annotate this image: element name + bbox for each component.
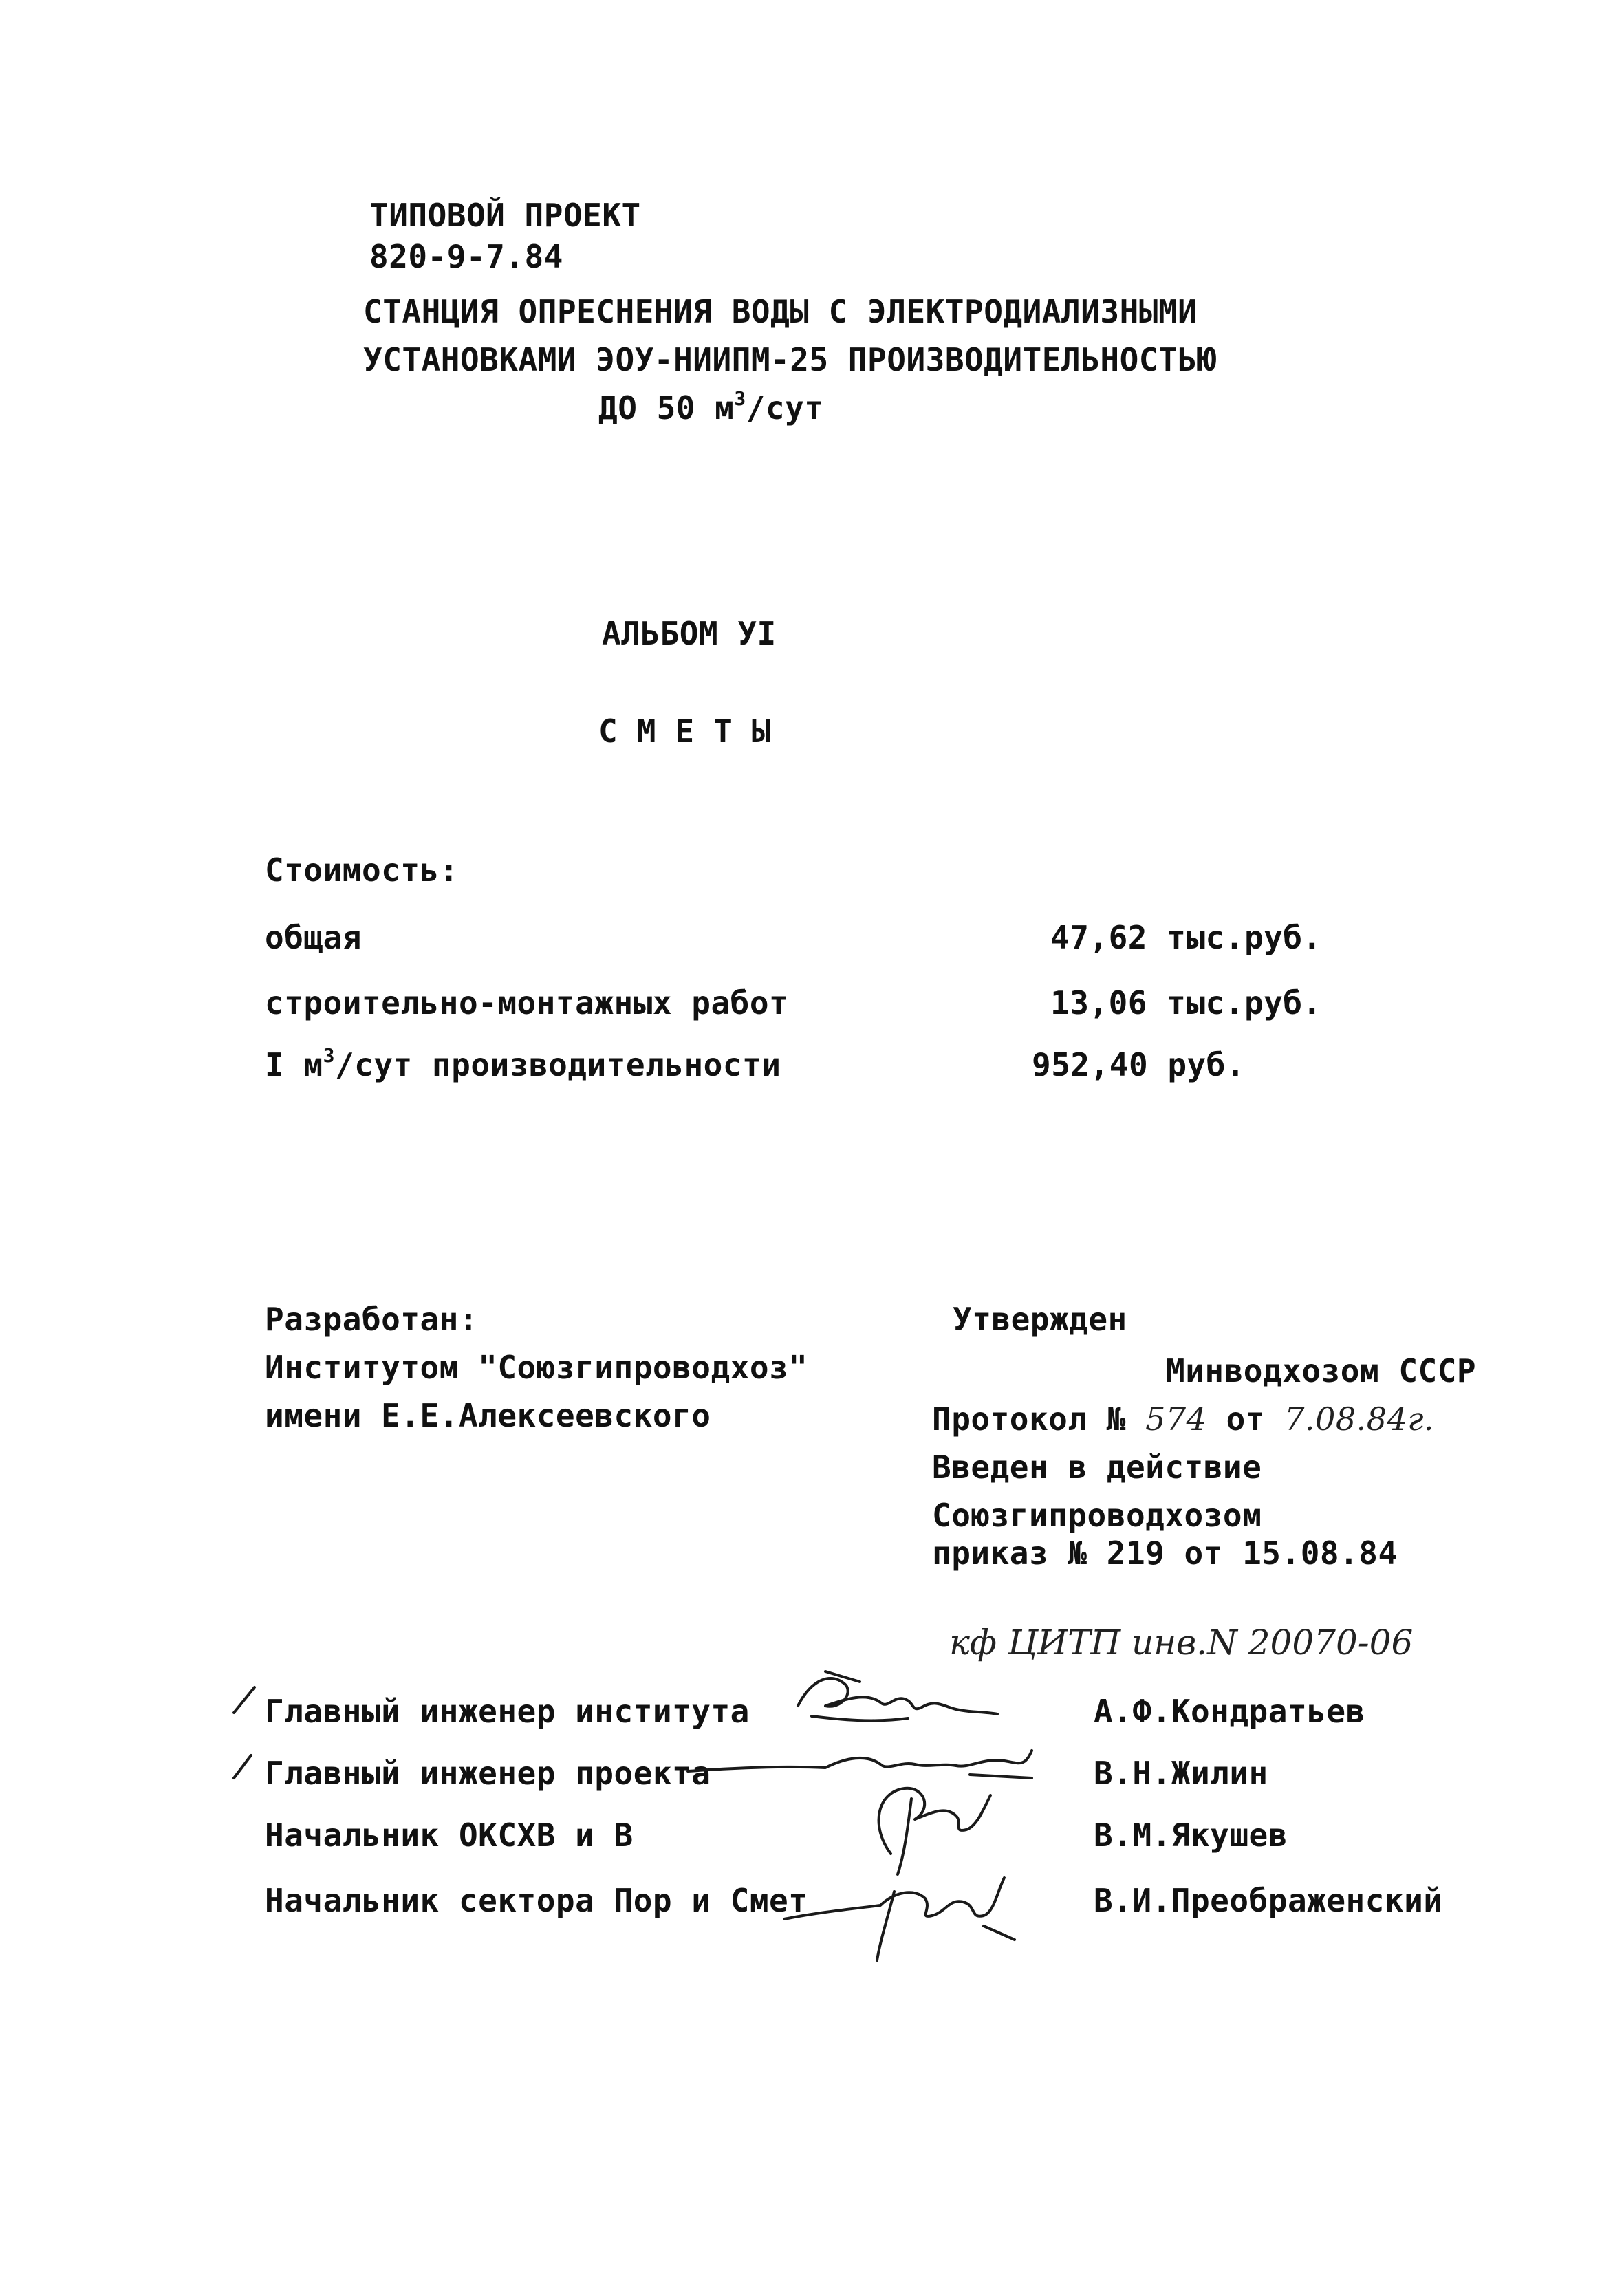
cost-row-label [265,918,362,957]
cost-label-prefix: I м [265,1046,323,1083]
cost-label-suffix: /сут производительности [334,1046,781,1083]
approved-ministry: Минводхозом СССР [1166,1352,1477,1389]
cost-row-value: 47,62 тыс.руб. [1050,919,1322,956]
signatory-position: Начальник ОКСХВ и В [265,1817,634,1854]
approved-enacted: Введен в действие [932,1449,1262,1486]
capacity-prefix: ДО 50 м [598,389,735,426]
developed-named-after: имени Е.Е.Алексеевского [265,1397,711,1434]
approved-heading: Утвержден [953,1301,1127,1338]
check-mark-icon [230,1747,258,1788]
check-mark-icon [230,1682,258,1723]
protocol-date-handwritten: 7.08.84г. [1284,1400,1435,1438]
project-title-line-2: УСТАНОВКАМИ ЭОУ-НИИПМ-25 ПРОИЗВОДИТЕЛЬНОСТЬЮ [363,341,1217,378]
project-title-line-1: СТАНЦИЯ ОПРЕСНЕНИЯ ВОДЫ С ЭЛЕКТРОДИАЛИЗНЫМИ [363,293,1198,330]
approved-by-org: Союзгипроводхозом [932,1497,1262,1534]
signatory-name: В.Н.Жилин [1094,1755,1268,1792]
cost-label-prefix: строительно-монтажных работ [265,984,789,1021]
cost-label-sup: 3 [323,1043,335,1067]
inventory-note-handwritten: кф ЦИТП инв.N 20070-06 [949,1623,1414,1663]
album-title: АЛЬБОМ УI [602,615,777,652]
project-title-line-3 [598,389,824,427]
cost-row-value: 952,40 руб. [1032,1046,1246,1083]
approved-protocol [932,1400,1434,1438]
album-subtitle: СМЕТЫ [598,713,790,750]
project-code: 820-9-7.84 [369,238,563,275]
developed-heading: Разработан: [265,1301,479,1338]
cost-row-label [265,984,788,1022]
project-type: ТИПОВОЙ ПРОЕКТ [369,197,641,234]
signature-kondratiev-icon [784,1658,1011,1740]
cost-row-value: 13,06 тыс.руб. [1050,984,1322,1021]
developed-institute: Институтом "Союзгипроводхоз" [265,1349,808,1386]
signatory-name: А.Ф.Кондратьев [1094,1693,1365,1730]
signatory-position: Главный инженер проекта [265,1755,711,1792]
protocol-mid: от [1206,1400,1285,1438]
protocol-number-handwritten: 574 [1145,1400,1207,1438]
cost-label-prefix: общая [265,919,362,956]
signature-preobrazhensky-icon [777,1850,1025,1967]
capacity-sup: 3 [734,387,746,410]
signatory-name: В.И.Преображенский [1094,1882,1443,1919]
cost-heading: Стоимость: [265,852,459,889]
cost-row-label [265,1043,781,1084]
signatory-position: Главный инженер института [265,1693,750,1730]
approved-order: приказ № 219 от 15.08.84 [932,1535,1398,1572]
signatory-name: В.М.Якушев [1094,1817,1288,1854]
protocol-prefix: Протокол № [932,1400,1146,1438]
capacity-suffix: /сут [746,389,824,426]
signatory-position: Начальник сектора Пор и Смет [265,1882,808,1919]
